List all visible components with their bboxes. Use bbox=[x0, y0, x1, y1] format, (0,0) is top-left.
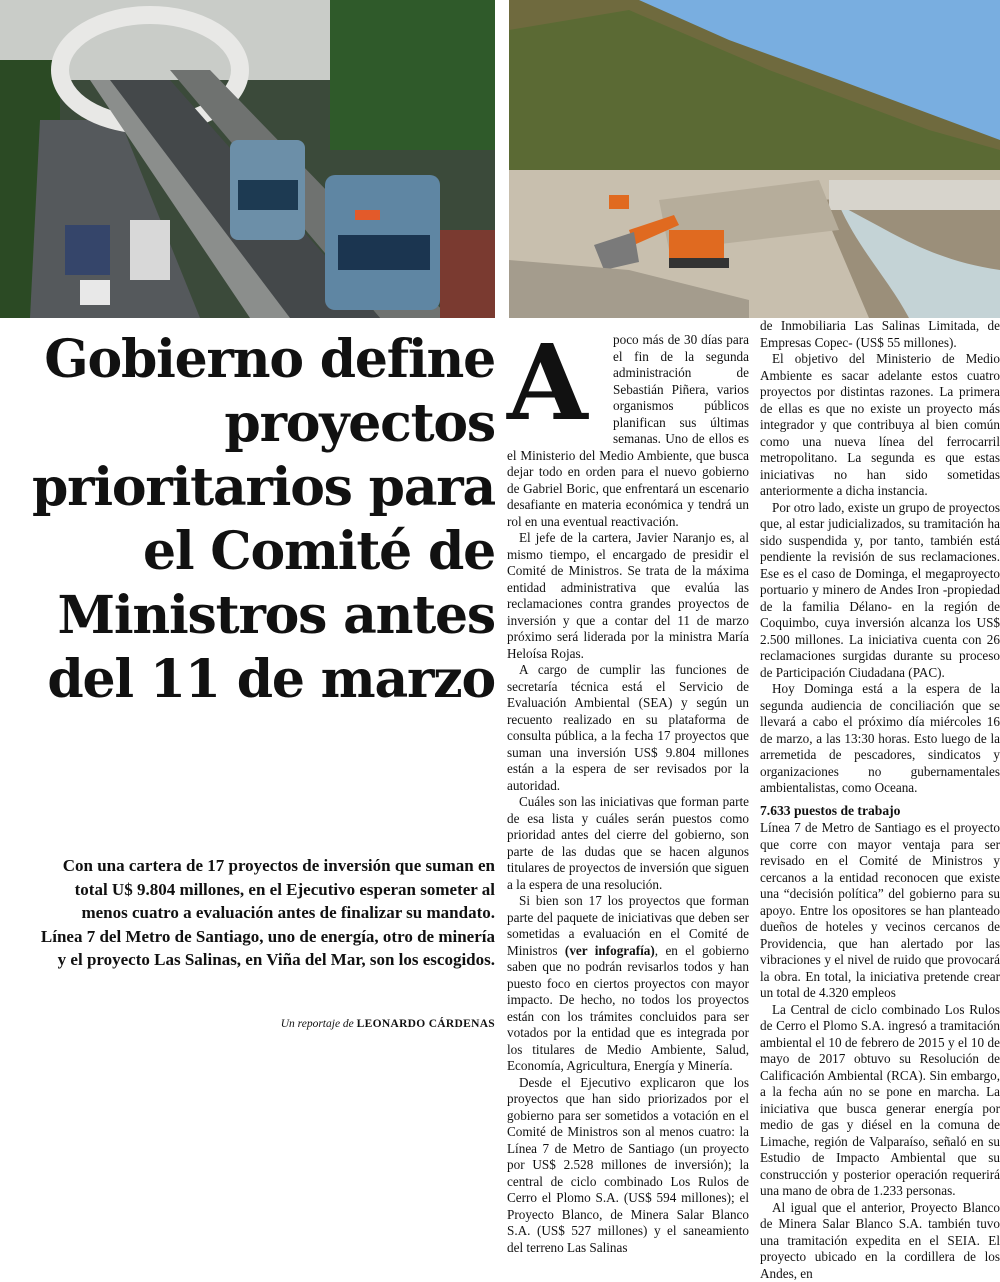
paragraph-11: Línea 7 de Metro de Santiago es el proyecto que corre con mayor ventaja para ser revisado en el Comité de Ministros y cercanos a la entidad reconocen que existe una “decisión política” del gobierno para su apoyo. Entre los opositores se han planteado dueños de hoteles y vecinos cercanos de Providencia, que han alertado por las vibraciones y el nivel de ruido que provocará la obra. En total, la iniciativa pretende crear un total de 4.320 empleos bbox=[760, 820, 1000, 1002]
paragraph-9: Por otro lado, existe un grupo de proyectos que, al estar judicializados, su tramitación ha sido suspendida y, por tanto, también está pendiente la revisión de sus reclamaciones. Ese es el caso de Dominga, el megaproyecto portuario y minero de Andes Iron -propiedad de la familia Délano- en la región de Coquimbo, cuya inversión alcanza los US$ 2.500 millones. La iniciativa cuenta con 26 reclamaciones surgidas durante su proceso de Participación Ciudadana (PAC). bbox=[760, 500, 1000, 682]
headline: Gobierno define proyectos prioritarios para el Comité de Ministros antes del 11 de marzo bbox=[8, 328, 495, 712]
byline-prefix: Un reportaje de bbox=[281, 1018, 354, 1030]
drop-cap: A bbox=[507, 340, 603, 432]
paragraph-4: Cuáles son las iniciativas que forman parte de esa lista y cuáles serán puestos como prioridad antes del cierre del gobierno, son parte de las dudas que se hacen algunos titulares de proyectos de inversión que siguen a la espera de una resolución. bbox=[507, 794, 749, 893]
paragraph-5 bbox=[507, 893, 749, 1075]
paragraph-12: La Central de ciclo combinado Los Rulos de Cerro el Plomo S.A. ingresó a tramitación ambiental el 10 de febrero de 2015 y el 10 de mayo de 2017 obtuvo su Resolución de Calificación Ambiental (RCA). Sin embargo, a la fecha aún no se pone en marcha. La iniciativa que busca generar energía por medio de gas y diésel en la comuna de Limache, región de Valparaíso, señaló en su Estudio de Impacto Ambiental que su construcción y posterior operación requerirá una mano de obra de 1.233 personas. bbox=[760, 1002, 1000, 1200]
paragraph-10: Hoy Dominga está a la espera de la segunda audiencia de conciliación que se llevará a cabo el próximo día miércoles 16 de marzo, a las 13:30 horas. Esto luego de la arremetida de pescadores, sindicatos y organizaciones no gubernamentales ambientalistas, como Oceana. bbox=[760, 681, 1000, 797]
paragraph-7: de Inmobiliaria Las Salinas Limitada, de Empresas Copec- (US$ 55 millones). bbox=[760, 318, 1000, 351]
paragraph-5-text-b: , en el gobierno saben que no podrán revisarlos todos y han puesto foco en ciertos proyectos con mayor impacto. De hecho, no todos los proyectos están con los trámites concluidos para ser votados por la entidad que es integrada por los titulares de Medio Ambiente, Salud, Economía, Agricultura, Energía y Minería. bbox=[507, 943, 749, 1074]
metro-train-illustration bbox=[0, 0, 495, 318]
paragraph-13: Al igual que el anterior, Proyecto Blanco de Minera Salar Blanco S.A. también tuvo una tramitación expedita en el SEIA. El proyecto ubicado en la cordillera de los Andes, en bbox=[760, 1200, 1000, 1282]
paragraph-5-text-a: Si bien son 17 los proyectos que forman parte del paquete de iniciativas que deben ser sometidas a evaluación en el Comité de Ministros bbox=[507, 893, 749, 958]
lede: Con una cartera de 17 proyectos de inversión que suman en total U$ 9.804 millones, en el Ejecutivo esperan someter al menos cuatro a evaluación antes de finalizar su mandato. Línea 7 del Metro de Santiago, uno de energía, otro de minería y el proyecto Las Salinas, en Viña del Mar, son los escogidos. bbox=[40, 854, 495, 972]
excavator-illustration bbox=[509, 0, 1000, 318]
paragraph-1-text: poco más de 30 días para el fin de la segunda administración de Sebastián Piñera, varios organismos públicos planifican sus últimas semanas. Uno de ellos es el Ministerio del Medio Ambiente, que busca dejar todo en orden para el nuevo gobierno de Gabriel Boric, que enfrentará un escenario desafiante en materia económica y tendrá un rol en una eventual reactivación. bbox=[507, 332, 749, 529]
paragraph-2: El jefe de la cartera, Javier Naranjo es, al mismo tiempo, el encargado de presidir el Comité de Ministros. Se trata de la máxima entidad administrativa que evalúa las reclamaciones contra grandes proyectos de inversión y que a contar del 11 de marzo próximo será liderada por la ministra María Heloísa Rojas. bbox=[507, 530, 749, 662]
paragraph-3: A cargo de cumplir las funciones de secretaría técnica está el Servicio de Evaluación Ambiental (SEA) y según un recuento realizado en su plataforma de consulta pública, a la fecha 17 proyectos que suman una inversión US$ 9.804 millones están a la espera de ser revisados por la autoridad. bbox=[507, 662, 749, 794]
infographic-reference: (ver infografía) bbox=[565, 943, 655, 958]
metro-train-photo bbox=[0, 0, 495, 318]
article-column-1 bbox=[507, 332, 749, 1256]
excavator-river-photo bbox=[509, 0, 1000, 318]
paragraph-1 bbox=[507, 332, 749, 530]
paragraph-6: Desde el Ejecutivo explicaron que los proyectos que han sido priorizados por el gobierno para ser sometidos a votación en el Comité de Ministros son al menos cuatro: la Línea 7 de Metro de Santiago (un proyecto por US$ 2.528 millones de inversión); la central de ciclo combinado Los Rulos de Cerro el Plomo S.A. (US$ 594 millones); el Proyecto Blanco, de Minera Salar Blanco S.A. (US$ 527 millones) y el saneamiento del terreno Las Salinas bbox=[507, 1075, 749, 1257]
byline-author: LEONARDO CÁRDENAS bbox=[357, 1018, 495, 1030]
subheading: 7.633 puestos de trabajo bbox=[760, 803, 1000, 820]
article-column-2 bbox=[760, 318, 1000, 1282]
paragraph-8: El objetivo del Ministerio de Medio Ambiente es sacar adelante estos cuatro proyectos por distintas razones. La primera de ellas es que no existe un proyecto más integrador y que contribuya al bien común como una nueva línea del ferrocarril metropolitano. La segunda es que estas iniciativas no han sido sometidas anteriormente a dicha instancia. bbox=[760, 351, 1000, 500]
byline bbox=[200, 1018, 495, 1030]
